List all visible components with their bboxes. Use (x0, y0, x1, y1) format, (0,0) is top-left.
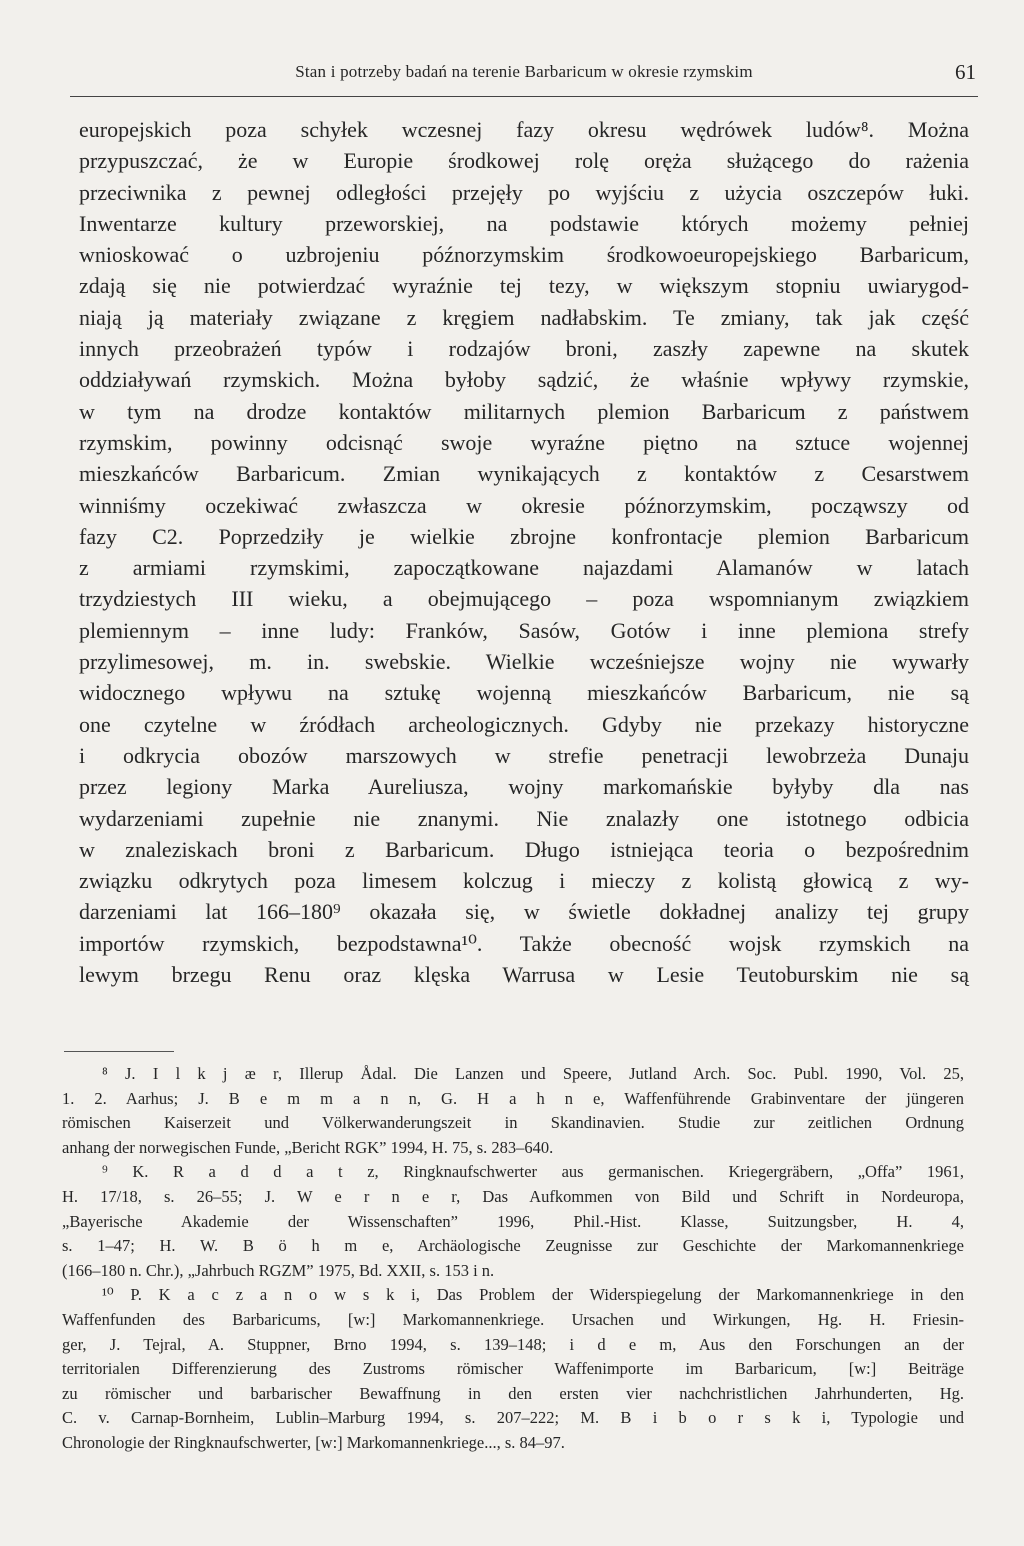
footnote-line: Chronologie der Ringknaufschwerter, [w:] Markomannenkriege..., s. 84–97. (62, 1432, 565, 1452)
running-title: Stan i potrzeby badań na terenie Barbaricum w okresie rzymskim (295, 62, 753, 81)
footnote-line: ⁹ K. R a d d a t z, Ringknaufschwerter aus germanischen. Kriegergräbern, „Offa” 1961, (102, 1162, 964, 1182)
body-line: trzydziestych III wieku, a obejmującego – poza wspomnianym związkiem (79, 586, 969, 612)
footnote-line: C. v. Carnap-Bornheim, Lublin–Marburg 1994, s. 207–222; M. B i b o r s k i, Typologie und (62, 1408, 964, 1428)
footnote-line: zu römischer und barbarischer Bewaffnung in den ersten vier nachchristlichen Jahrhunderten, Hg. (62, 1383, 964, 1403)
footnote-line: anhang der norwegischen Funde, „Bericht RGK” 1994, H. 75, s. 283–640. (62, 1137, 554, 1157)
footnote-line: ger, J. Tejral, A. Stuppner, Brno 1994, s. 139–148; i d e m, Aus den Forschungen an der (62, 1334, 964, 1354)
body-line: Inwentarze kultury przeworskiej, na podstawie których możemy pełniej (79, 210, 969, 236)
body-line: przylimesowej, m. in. swebskie. Wielkie wcześniejsze wojny nie wywarły (79, 649, 969, 675)
body-line: i odkrycia obozów marszowych w strefie penetracji lewobrzeża Dunaju (79, 742, 969, 768)
footnote-line: ⁸ J. I l k j æ r, Illerup Ådal. Die Lanzen und Speere, Jutland Arch. Soc. Publ. 1990, Vol. 25, (102, 1064, 964, 1083)
body-line: lewym brzegu Renu oraz klęska Warrusa w Lesie Teutoburskim nie są (79, 962, 969, 988)
body-line: importów rzymskich, bezpodstawna¹⁰. Także obecność wojsk rzymskich na (79, 930, 969, 956)
body-line: przez legiony Marka Aureliusza, wojny markomańskie byłyby dla nas (79, 774, 969, 800)
footnote-separator (64, 1051, 174, 1052)
footnote-line: römischen Kaiserzeit und Völkerwanderungszeit in Skandinavien. Studie zur zeitlichen Ordnung (62, 1113, 964, 1133)
body-line: wnioskować o uzbrojeniu późnorzymskim środkowoeuropejskiego Barbaricum, (79, 242, 969, 268)
body-line: związku odkrytych poza limesem kolczug i mieczy z kolistą głowicą z wy- (79, 868, 969, 894)
body-line: w tym na drodze kontaktów militarnych plemion Barbaricum z państwem (79, 398, 969, 424)
body-line: wydarzeniami zupełnie nie znanymi. Nie znalazły one istotnego odbicia (79, 805, 969, 831)
body-line: widocznego wpływu na sztukę wojenną mieszkańców Barbaricum, nie są (79, 680, 969, 706)
footnote-line: 1. 2. Aarhus; J. B e m m a n n, G. H a h n e, Waffenführende Grabinventare der jüngeren (62, 1088, 964, 1108)
footnotes (62, 1062, 964, 1456)
body-line: europejskich poza schyłek wczesnej fazy okresu wędrówek ludów⁸. Można (79, 117, 969, 142)
footnote-line: H. 17/18, s. 26–55; J. W e r n e r, Das Aufkommen von Bild und Schrift in Nordeuropa, (62, 1186, 964, 1206)
body-line: niają ją materiały związane z kręgiem nadłabskim. Te zmiany, tak jak część (79, 304, 969, 330)
footnote-line: territorialen Differenzierung des Zustroms römischer Waffenimporte im Barbaricum, [w:] Beiträge (62, 1359, 964, 1379)
page-header (70, 60, 978, 97)
body-line: w znaleziskach broni z Barbaricum. Długo istniejąca teoria o bezpośrednim (79, 836, 969, 862)
body-line: winniśmy oczekiwać zwłaszcza w okresie późnorzymskim, począwszy od (79, 492, 969, 518)
page-number: 61 (955, 60, 976, 84)
body-line: przypuszczać, że w Europie środkowej rolę oręża służącego do rażenia (79, 148, 969, 174)
body-line: darzeniami lat 166–180⁹ okazała się, w świetle dokładnej analizy tej grupy (79, 899, 969, 925)
body-line: z armiami rzymskimi, zapoczątkowane najazdami Alamanów w latach (79, 555, 969, 581)
body-line: oddziaływań rzymskich. Można byłoby sądzić, że właśnie wpływy rzymskie, (79, 367, 969, 393)
footnote-line: s. 1–47; H. W. B ö h m e, Archäologische Zeugnisse zur Geschichte der Markomannenkriege (62, 1236, 964, 1256)
body-line: rzymskim, powinny odcisnąć swoje wyraźne piętno na sztuce wojennej (79, 429, 969, 455)
footnote-line: „Bayerische Akademie der Wissenschaften” 1996, Phil.-Hist. Klasse, Suitzungsber, H. 4, (62, 1211, 964, 1231)
body-line: innych przeobrażeń typów i rodzajów broni, zaszły zapewne na skutek (79, 336, 969, 362)
footnote-line: Waffenfunden des Barbaricums, [w:] Markomannenkriege. Ursachen und Wirkungen, Hg. H. Friesin- (62, 1309, 964, 1329)
body-line: zdają się nie potwierdzać wyraźnie tej tezy, w większym stopniu uwiarygod- (79, 273, 969, 299)
body-line: plemiennym – inne ludy: Franków, Sasów, Gotów i inne plemiona strefy (79, 617, 969, 643)
footnote-line: ¹⁰ P. K a c z a n o w s k i, Das Problem der Widerspiegelung der Markomannenkriege in den (102, 1285, 964, 1305)
body-line: fazy C2. Poprzedziły je wielkie zbrojne konfrontacje plemion Barbaricum (79, 523, 969, 549)
body-text (79, 114, 969, 990)
body-line: one czytelne w źródłach archeologicznych. Gdyby nie przekazy historyczne (79, 711, 969, 737)
body-line: przeciwnika z pewnej odległości przejęły po wyjściu z użycia oszczepów łuki. (79, 179, 969, 205)
footnote-line: (166–180 n. Chr.), „Jahrbuch RGZM” 1975, Bd. XXII, s. 153 i n. (62, 1260, 495, 1280)
body-line: mieszkańców Barbaricum. Zmian wynikających z kontaktów z Cesarstwem (79, 461, 969, 487)
